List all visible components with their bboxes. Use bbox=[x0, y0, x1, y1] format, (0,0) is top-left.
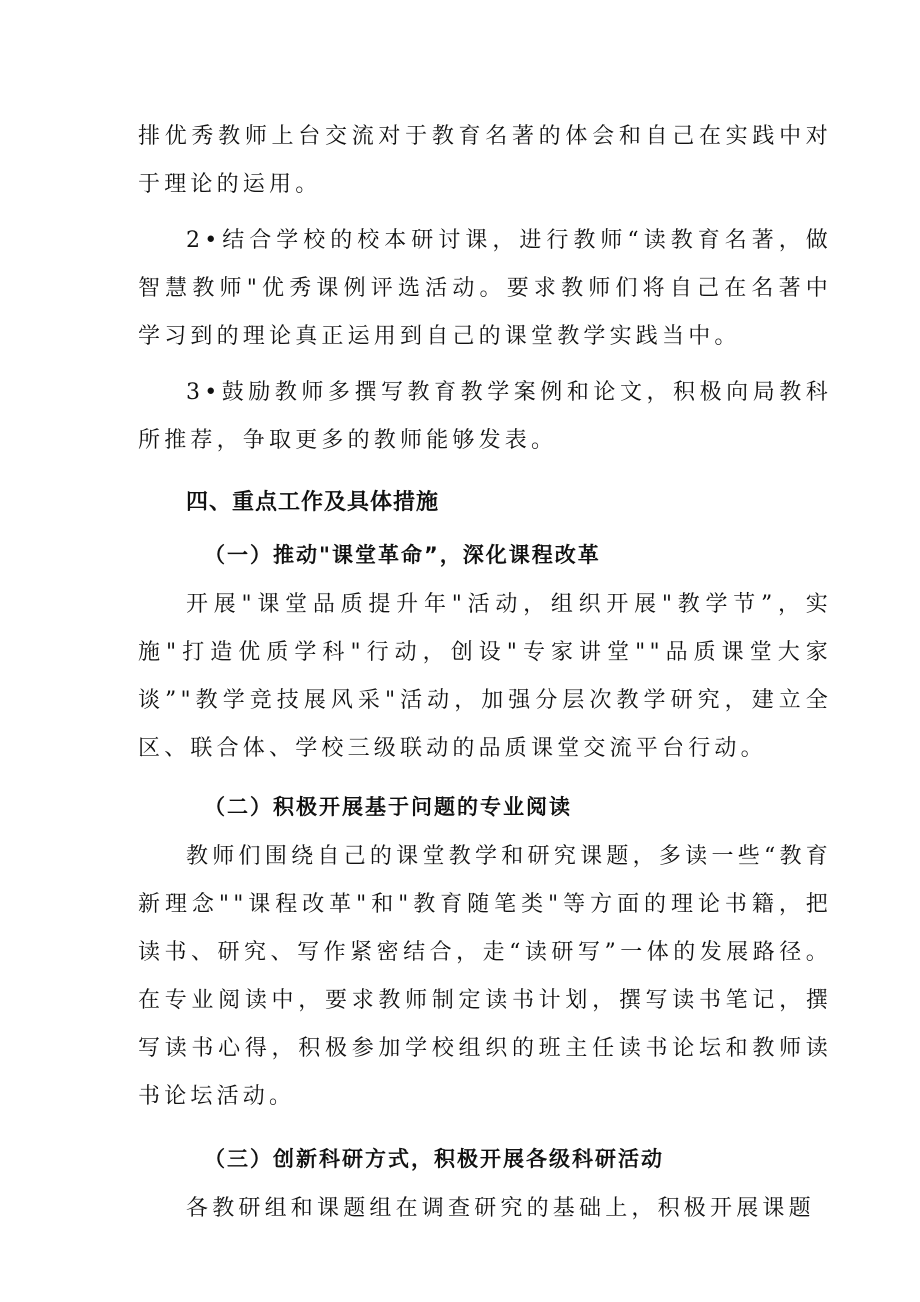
paragraph-continuation: 排优秀教师上台交流对于教育名著的体会和自己在实践中对于理论的运用。 bbox=[138, 124, 832, 197]
paragraph-item-3: 3•鼓励教师多撰写教育教学案例和论文，积极向局教科所推荐，争取更多的教师能够发表。 bbox=[138, 380, 832, 453]
subsection-heading-1: （一）推动"课堂革命”，深化课程改革 bbox=[204, 543, 601, 567]
subsection-2-text: 教师们围绕自己的课堂教学和研究课题，多读一些“教育新理念""课程改革"和"教育随笔类"等方面的理论书籍，把读书、研究、写作紧密结合，走“读研写”一体的发展路径。在专业阅读中，要求教师制定读书计划，撰写读书笔记，撰写读书心得，积极参加学校组织的班主任读书论坛和教师读书论坛活动。 bbox=[138, 844, 832, 1109]
spacer bbox=[138, 773, 832, 781]
subsection-3-text: 各教研组和课题组在调查研究的基础上，积极开展课题 bbox=[186, 1196, 815, 1221]
document-body bbox=[138, 113, 832, 1233]
spacer bbox=[138, 1121, 832, 1133]
subsection-1-text: 开展"课堂品质提升年"活动，组织开展"教学节”，实施"打造优质学科"行动，创设"专家讲堂""品质课堂大家谈”"教学竞技展风采"活动，加强分层次教学研究，建立全区、联合体、学校三级联动的品质课堂交流平台行动。 bbox=[138, 592, 832, 761]
spacer bbox=[138, 465, 832, 473]
subsection-heading-2: （二）积极开展基于问题的专业阅读 bbox=[204, 795, 572, 819]
section-heading-main: 四、重点工作及具体措施 bbox=[186, 490, 440, 515]
spacer bbox=[138, 361, 832, 369]
paragraph-item-2: 2•结合学校的校本研讨课，进行教师“读教育名著，做智慧教师"优秀课例评选活动。要求教师们将自己在名著中学习到的理论真正运用到自己的课堂教学实践当中。 bbox=[138, 228, 832, 349]
subsection-heading-3: （三）创新科研方式，积极开展各级科研活动 bbox=[204, 1147, 664, 1171]
spacer bbox=[138, 209, 832, 217]
